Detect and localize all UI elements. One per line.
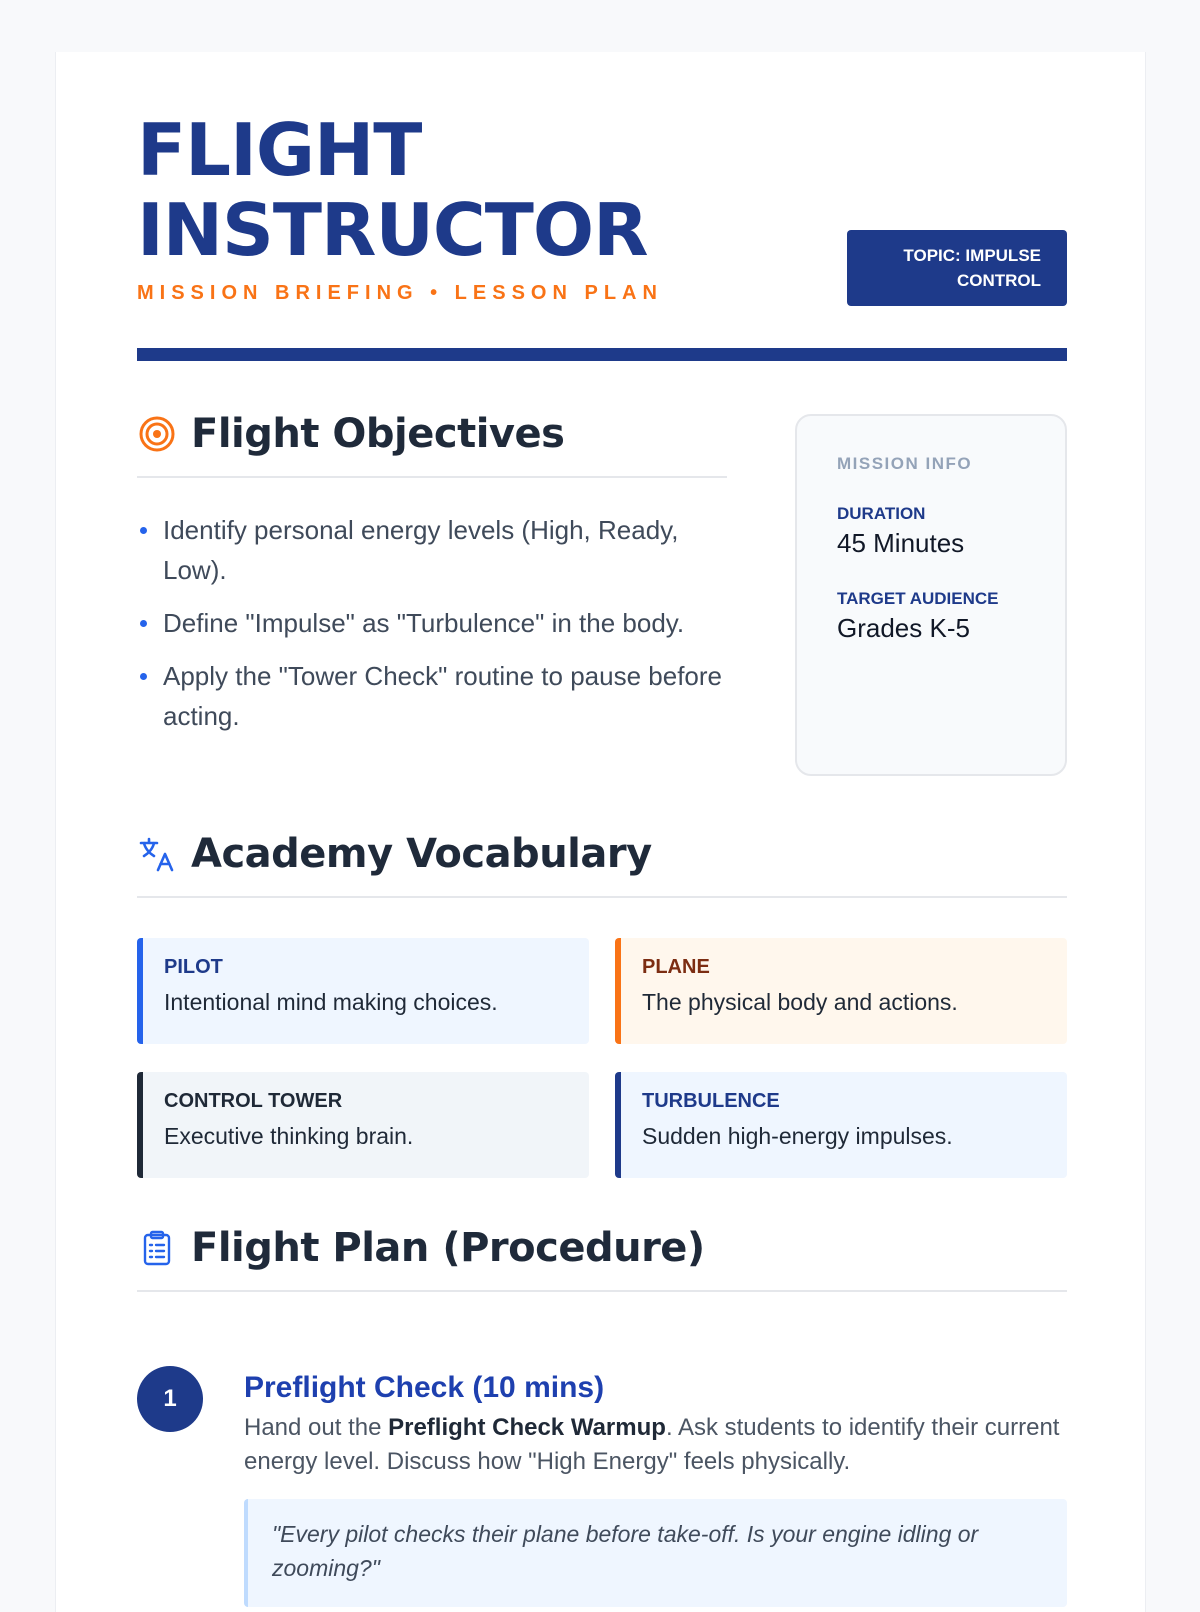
target-icon bbox=[137, 414, 177, 454]
vocab-card-control-tower bbox=[137, 1072, 589, 1178]
step-number: 1 bbox=[137, 1366, 203, 1432]
list-item: Define "Impulse" as "Turbulence" in the body. bbox=[137, 603, 737, 643]
vocab-definition: Executive thinking brain. bbox=[164, 1123, 414, 1149]
step-description bbox=[244, 1411, 1067, 1479]
mission-info-card bbox=[795, 414, 1067, 776]
vocab-card-turbulence bbox=[615, 1072, 1067, 1178]
vocab-definition: Intentional mind making choices. bbox=[164, 989, 498, 1015]
vocab-card-plane bbox=[615, 938, 1067, 1044]
mission-info-label: MISSION INFO bbox=[837, 454, 973, 473]
clipboard-list-icon bbox=[137, 1228, 177, 1268]
list-item: Apply the "Tower Check" routine to pause before acting. bbox=[137, 656, 737, 736]
vocabulary-header bbox=[137, 830, 1067, 898]
title-line-2: INSTRUCTOR bbox=[137, 188, 648, 272]
translate-icon bbox=[137, 834, 177, 874]
audience-label: TARGET AUDIENCE bbox=[837, 589, 999, 608]
step-text-after: . Ask students to identify their current energy level. Discuss how "High Energy" feels physically. bbox=[244, 1414, 1060, 1475]
lesson-plan-page bbox=[55, 52, 1146, 1612]
step-quote: "Every pilot checks their plane before take-off. Is your engine idling or zooming?" bbox=[244, 1499, 1067, 1607]
vocab-term: PLANE bbox=[642, 956, 710, 978]
duration-value: 45 Minutes bbox=[837, 528, 965, 558]
step-title: Preflight Check (10 mins) bbox=[244, 1371, 605, 1404]
vocab-term: TURBULENCE bbox=[642, 1090, 780, 1112]
audience-value: Grades K-5 bbox=[837, 613, 970, 643]
vocab-definition: Sudden high-energy impulses. bbox=[642, 1123, 953, 1149]
vocab-term: CONTROL TOWER bbox=[164, 1090, 343, 1112]
vocab-card-pilot bbox=[137, 938, 589, 1044]
procedure-heading: Flight Plan (Procedure) bbox=[191, 1225, 705, 1271]
title-line-1: FLIGHT bbox=[137, 108, 422, 192]
list-item: Identify personal energy levels (High, Ready, Low). bbox=[137, 510, 737, 590]
page-title bbox=[137, 110, 777, 270]
objectives-list bbox=[137, 510, 737, 749]
step-text-bold: Preflight Check Warmup bbox=[388, 1414, 666, 1441]
duration-label: DURATION bbox=[837, 504, 926, 523]
topic-badge: TOPIC: IMPULSE CONTROL bbox=[847, 230, 1067, 306]
vocab-definition: The physical body and actions. bbox=[642, 989, 958, 1015]
vocab-term: PILOT bbox=[164, 956, 223, 978]
objectives-heading: Flight Objectives bbox=[191, 411, 565, 457]
vocabulary-heading: Academy Vocabulary bbox=[191, 831, 652, 877]
objectives-header bbox=[137, 410, 727, 478]
procedure-header bbox=[137, 1224, 1067, 1292]
step-text-before: Hand out the bbox=[244, 1414, 389, 1441]
page-subtitle: MISSION BRIEFING • LESSON PLAN bbox=[137, 282, 663, 304]
header-divider bbox=[137, 348, 1067, 361]
procedure-step bbox=[244, 1370, 1067, 1607]
